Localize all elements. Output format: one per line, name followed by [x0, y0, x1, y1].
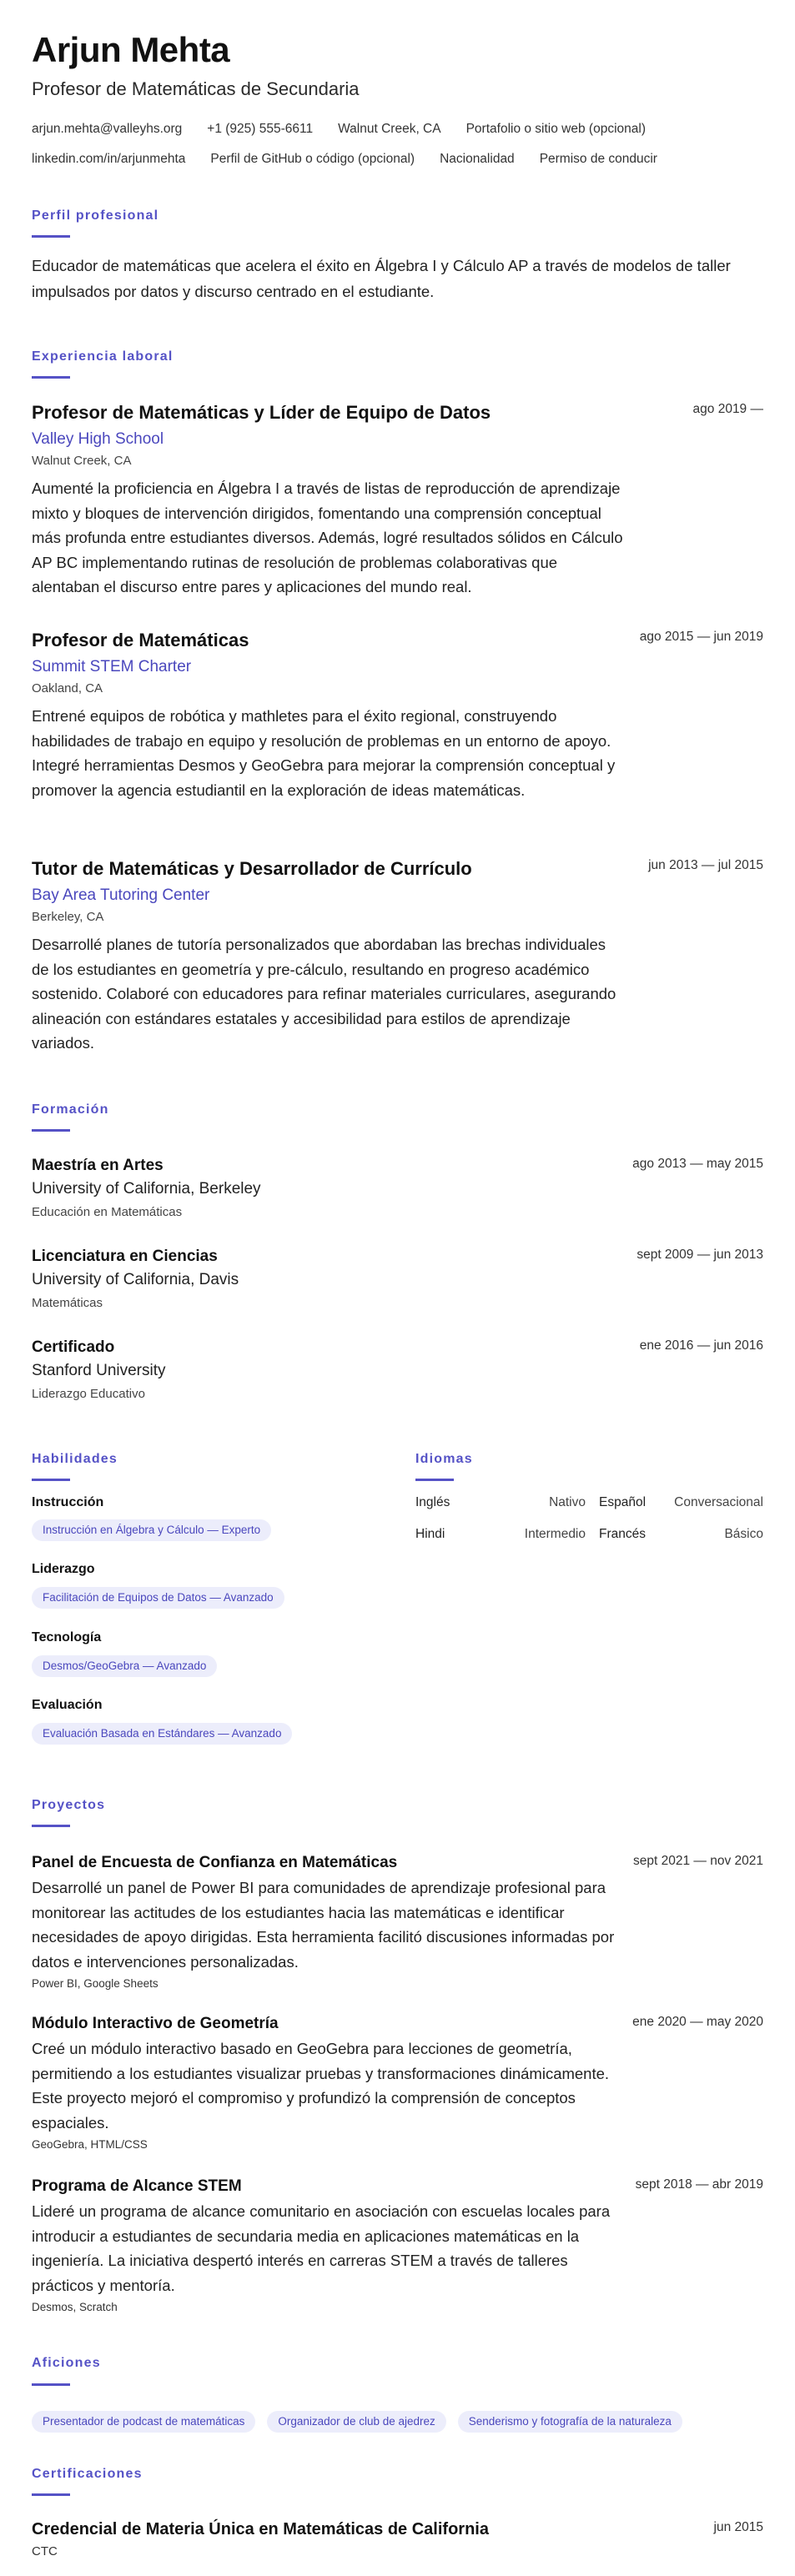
- job-description: Aumenté la proficiencia en Álgebra I a través de listas de reproducción de aprendizaje mixto y bloques de intervención dirigidos, fomentando una comprensión conceptual más profunda entre estudiantes diversos. Además, logré resultados sólidos en Cálculo AP BC implementando rutinas de resolución de problemas colaborativas que alentaban el discurso entre pares y aplicaciones del mundo real.: [32, 480, 623, 595]
- education-entry: [32, 1157, 763, 1219]
- project-title: Programa de Alcance STEM: [32, 2177, 242, 2195]
- skill-tag: Evaluación Basada en Estándares — Avanzado: [32, 1723, 292, 1745]
- section-divider: [32, 1825, 70, 1827]
- project-entry: [32, 1854, 763, 1990]
- project-title: Módulo Interactivo de Geometría: [32, 2015, 279, 2032]
- job-company: Bay Area Tutoring Center: [32, 886, 210, 904]
- contact-location: Walnut Creek, CA: [338, 122, 441, 136]
- job-dates: ago 2019 —: [692, 402, 763, 416]
- project-tech: Power BI, Google Sheets: [32, 1977, 158, 1990]
- certification-entry: [32, 2520, 763, 2558]
- profile-summary: Educador de matemáticas que acelera el éxito en Álgebra I y Cálculo AP a través de modelos de taller impulsados por datos y discurso centrado en el estudiante.: [32, 257, 731, 300]
- language-level: Conversacional: [674, 1495, 763, 1509]
- certification-issuer: CTC: [32, 2544, 58, 2558]
- education-dates: ago 2013 — may 2015: [632, 1157, 763, 1171]
- section-title-education: Formación: [32, 1102, 109, 1117]
- job-location: Oakland, CA: [32, 681, 103, 695]
- education-degree: Maestría en Artes: [32, 1157, 164, 1174]
- project-entry: [32, 2015, 763, 2151]
- candidate-name: Arjun Mehta: [32, 30, 230, 69]
- education-entry: [32, 1248, 763, 1310]
- contact-linkedin[interactable]: linkedin.com/in/arjunmehta: [32, 152, 186, 166]
- section-divider: [32, 2383, 70, 2386]
- language-name: Hindi: [415, 1527, 445, 1541]
- skill-category: Evaluación: [32, 1698, 103, 1712]
- skill-tag: Facilitación de Equipos de Datos — Avanzado: [32, 1587, 284, 1609]
- education-dates: sept 2009 — jun 2013: [637, 1248, 763, 1262]
- job-location: Berkeley, CA: [32, 910, 104, 924]
- section-title-languages: Idiomas: [415, 1452, 473, 1466]
- education-degree: Licenciatura en Ciencias: [32, 1248, 218, 1265]
- project-tech: GeoGebra, HTML/CSS: [32, 2138, 148, 2151]
- project-entry: [32, 2177, 763, 2313]
- job-location: Walnut Creek, CA: [32, 454, 132, 468]
- job-dates: ago 2015 — jun 2019: [639, 630, 763, 644]
- language-level: Básico: [724, 1527, 763, 1541]
- hobby-tag: Organizador de club de ajedrez: [267, 2411, 445, 2433]
- project-description: Desarrollé un panel de Power BI para comunidades de aprendizaje profesional para monitorear las actitudes de los estudiantes hacia las matemáticas e identificar necesidades de apoyo dirigidas. Esta herramienta facilitó discusiones informadas por datos e intervenciones personalizadas.: [32, 1879, 615, 1971]
- contact-nationality: Nacionalidad: [440, 152, 515, 166]
- language-level: Intermedio: [524, 1527, 586, 1541]
- education-entry: [32, 1338, 763, 1401]
- contact-row: [32, 152, 657, 167]
- section-divider: [32, 1479, 70, 1481]
- experience-entry: [32, 402, 763, 600]
- language-name: Francés: [599, 1527, 646, 1541]
- language-name: Español: [599, 1495, 647, 1509]
- education-school: Stanford University: [32, 1362, 166, 1379]
- section-title-hobbies: Aficiones: [32, 2356, 101, 2370]
- language-level: Nativo: [549, 1495, 586, 1509]
- section-title-skills: Habilidades: [32, 1452, 118, 1466]
- section-title-experience: Experiencia laboral: [32, 349, 174, 364]
- contact-license: Permiso de conducir: [539, 152, 657, 166]
- skill-tag: Desmos/GeoGebra — Avanzado: [32, 1655, 217, 1677]
- contact-row: [32, 122, 646, 137]
- education-field: Matemáticas: [32, 1296, 103, 1310]
- job-title: Tutor de Matemáticas y Desarrollador de Currículo: [32, 858, 472, 879]
- experience-entry: [32, 630, 763, 802]
- job-company: Valley High School: [32, 430, 164, 448]
- job-dates: jun 2013 — jul 2015: [648, 858, 763, 872]
- skill-tag: Instrucción en Álgebra y Cálculo — Experto: [32, 1519, 271, 1541]
- hobby-tag: Senderismo y fotografía de la naturaleza: [458, 2411, 682, 2433]
- hobby-list: [32, 2411, 682, 2433]
- project-dates: sept 2021 — nov 2021: [633, 1854, 763, 1868]
- section-divider: [415, 1479, 454, 1481]
- skill-category: Instrucción: [32, 1495, 104, 1509]
- section-divider: [32, 1129, 70, 1132]
- certification-name: Credencial de Materia Única en Matemáticas de California: [32, 2520, 489, 2538]
- education-school: University of California, Davis: [32, 1271, 239, 1288]
- candidate-headline: Profesor de Matemáticas de Secundaria: [32, 78, 360, 99]
- job-description: Desarrollé planes de tutoría personalizados que abordaban las brechas individuales de los estudiantes en geometría y pre-cálculo, resultando en progreso académico sostenido. Colaboré con educadores para refinar materiales curriculares, asegurando alineación con estándares estatales y accesibilidad para estilos de aprendizaje variados.: [32, 936, 616, 1052]
- section-title-certifications: Certificaciones: [32, 2467, 143, 2481]
- contact-portfolio[interactable]: Portafolio o sitio web (opcional): [465, 122, 646, 136]
- project-description: Creé un módulo interactivo basado en GeoGebra para lecciones de geometría, permitiendo a los estudiantes visualizar pruebas y transformaciones dinámicamente. Este proyecto mejoró el compromiso y profundizó la comprensión de conceptos espaciales.: [32, 2040, 610, 2132]
- experience-entry: [32, 858, 763, 1056]
- certification-date: jun 2015: [713, 2520, 763, 2534]
- section-divider: [32, 2493, 70, 2496]
- job-title: Profesor de Matemáticas y Líder de Equipo de Datos: [32, 402, 491, 423]
- language-name: Inglés: [415, 1495, 450, 1509]
- skill-category: Liderazgo: [32, 1562, 95, 1576]
- project-title: Panel de Encuesta de Confianza en Matemáticas: [32, 1854, 398, 1871]
- job-description: Entrené equipos de robótica y mathletes para el éxito regional, construyendo habilidades de trabajo en equipo y resolución de problemas en un entorno de apoyo. Integré herramientas Desmos y GeoGebra para mejorar la comprensión conceptual y promover la agencia estudiantil en la exploración de ideas matemáticas.: [32, 707, 616, 799]
- job-company: Summit STEM Charter: [32, 658, 192, 675]
- contact-phone[interactable]: +1 (925) 555-6611: [207, 122, 314, 136]
- job-title: Profesor de Matemáticas: [32, 630, 249, 650]
- project-description: Lideré un programa de alcance comunitario en asociación con escuelas locales para introducir a estudiantes de secundaria media en aplicaciones matemáticas en la ingeniería. La iniciativa despertó interés en carreras STEM a través de talleres prácticos y mentoría.: [32, 2202, 611, 2294]
- project-tech: Desmos, Scratch: [32, 2301, 118, 2313]
- project-dates: ene 2020 — may 2020: [632, 2015, 763, 2029]
- section-title-profile: Perfil profesional: [32, 208, 159, 223]
- hobby-tag: Presentador de podcast de matemáticas: [32, 2411, 255, 2433]
- education-school: University of California, Berkeley: [32, 1180, 261, 1198]
- section-title-projects: Proyectos: [32, 1798, 106, 1812]
- section-divider: [32, 376, 70, 379]
- education-degree: Certificado: [32, 1338, 115, 1356]
- education-dates: ene 2016 — jun 2016: [639, 1338, 763, 1353]
- contact-github[interactable]: Perfil de GitHub o código (opcional): [210, 152, 415, 166]
- skill-category: Tecnología: [32, 1630, 102, 1645]
- contact-email[interactable]: arjun.mehta@valleyhs.org: [32, 122, 183, 136]
- education-field: Liderazgo Educativo: [32, 1387, 145, 1401]
- project-dates: sept 2018 — abr 2019: [635, 2177, 763, 2192]
- section-divider: [32, 235, 70, 238]
- education-field: Educación en Matemáticas: [32, 1205, 183, 1219]
